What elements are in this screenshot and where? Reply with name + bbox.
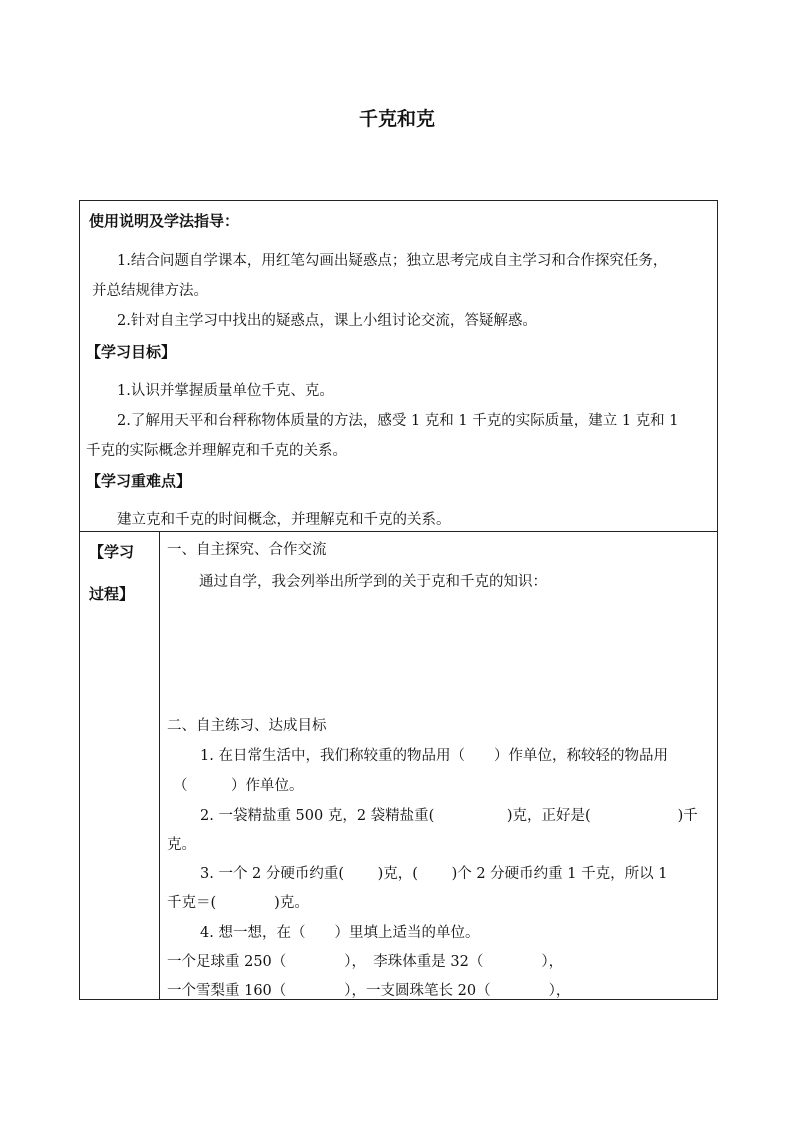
q1-line-1: 1. 在日常生活中，我们称较重的物品用（ ）作单位，称较轻的物品用	[200, 748, 668, 764]
key-points-heading: 【学习重难点】	[86, 472, 192, 490]
page-title: 千克和克	[358, 108, 435, 130]
goals-line-3: 千克的实际概念并理解克和千克的关系。	[86, 443, 347, 459]
q4-line-2: 一个雪梨重 160（ ），一支圆珠笔长 20（ ），	[167, 983, 571, 999]
instructions-cell	[80, 201, 717, 532]
process-label-line-1: 【学习	[89, 543, 135, 561]
q3-line-2: 千克＝( )克。	[167, 895, 309, 911]
usage-heading: 使用说明及学法指导：	[89, 212, 240, 230]
usage-line-2: 并总结规律方法。	[92, 283, 208, 299]
q3-line-1: 3. 一个 2 分硬币约重( )克，( )个 2 分硬币约重 1 千克，所以 1	[200, 866, 668, 882]
q2-line-1: 2. 一袋精盐重 500 克，2 袋精盐重( )克，正好是( )千	[200, 808, 698, 824]
q4-heading: 4. 想一想，在（ ）里填上适当的单位。	[200, 925, 480, 941]
usage-line-1: 1.结合问题自学课本，用红笔勾画出疑惑点；独立思考完成自主学习和合作探究任务，	[117, 253, 668, 269]
process-row	[80, 532, 717, 999]
key-points-text: 建立克和千克的时间概念，并理解克和千克的关系。	[117, 512, 451, 528]
goals-line-2: 2.了解用天平和台秤称物体质量的方法，感受 1 克和 1 千克的实际质量，建立 1 克和 1	[117, 413, 679, 429]
q2-line-2: 克。	[167, 837, 196, 853]
q1-line-2: （ ）作单位。	[173, 778, 304, 794]
process-label-line-2: 过程】	[89, 585, 135, 603]
goals-heading: 【学习目标】	[86, 343, 177, 361]
worksheet-table	[79, 200, 718, 1000]
section1-heading: 一、自主探究、合作交流	[167, 542, 327, 558]
section2-heading: 二、自主练习、达成目标	[167, 718, 327, 734]
goals-line-1: 1.认识并掌握质量单位千克、克。	[117, 383, 334, 399]
q4-line-1: 一个足球重 250（ ）， 李珠体重是 32（ ），	[167, 954, 564, 970]
section1-text: 通过自学，我会列举出所学到的关于克和千克的知识：	[199, 574, 547, 590]
usage-line-3: 2.针对自主学习中找出的疑惑点，课上小组讨论交流，答疑解惑。	[117, 313, 537, 329]
process-label-cell	[80, 532, 160, 999]
